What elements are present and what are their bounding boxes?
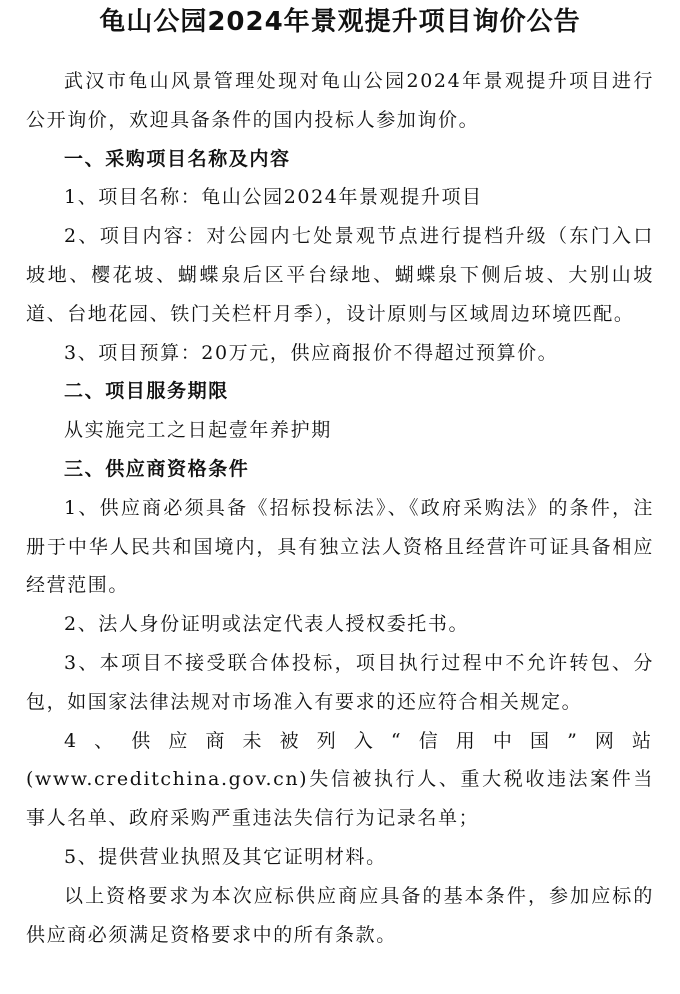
qualification-item-3: 3、本项目不接受联合体投标，项目执行过程中不允许转包、分包，如国家法律法规对市场准入有要求的还应符合相关规定。 [26, 651, 654, 713]
project-name-item: 1、项目名称：龟山公园2024年景观提升项目 [64, 186, 483, 209]
closing-paragraph: 以上资格要求为本次应标供应商应具备的基本条件，参加应标的供应商必须满足资格要求中的所有条款。 [26, 884, 654, 946]
section-heading-service-period: 二、项目服务期限 [64, 380, 229, 403]
section-heading-qualifications: 三、供应商资格条件 [64, 457, 250, 480]
qualification-item-4-line1: 4、供应商未被列入“信用中国”网站 [64, 729, 654, 752]
service-period-text: 从实施完工之日起壹年养护期 [64, 419, 332, 442]
qualification-item-5: 5、提供营业执照及其它证明材料。 [64, 845, 387, 868]
section-heading-procurement: 一、采购项目名称及内容 [64, 147, 291, 170]
qualification-item-4-rest: (www.creditchina.gov.cn)失信被执行人、重大税收违法案件当事人名单、政府采购严重违法失信行为记录名单； [26, 768, 654, 830]
document-title: 龟山公园2024年景观提升项目询价公告 [99, 7, 581, 37]
qualification-item-1: 1、供应商必须具备《招标投标法》、《政府采购法》的条件，注册于中华人民共和国境内，具有独立法人资格且经营许可证具备相应经营范围。 [26, 496, 654, 597]
project-budget-item: 3、项目预算：20万元，供应商报价不得超过预算价。 [64, 341, 559, 364]
document-body [26, 62, 654, 954]
intro-paragraph: 武汉市龟山风景管理处现对龟山公园2024年景观提升项目进行公开询价，欢迎具备条件的国内投标人参加询价。 [26, 70, 654, 131]
qualification-item-2: 2、法人身份证明或法定代表人授权委托书。 [64, 613, 470, 636]
project-content-item: 2、项目内容：对公园内七处景观节点进行提档升级（东门入口坡地、樱花坡、蝴蝶泉后区平台绿地、蝴蝶泉下侧后坡、大别山坡道、台地花园、铁门关栏杆月季），设计原则与区域周边环境匹配。 [26, 225, 654, 325]
